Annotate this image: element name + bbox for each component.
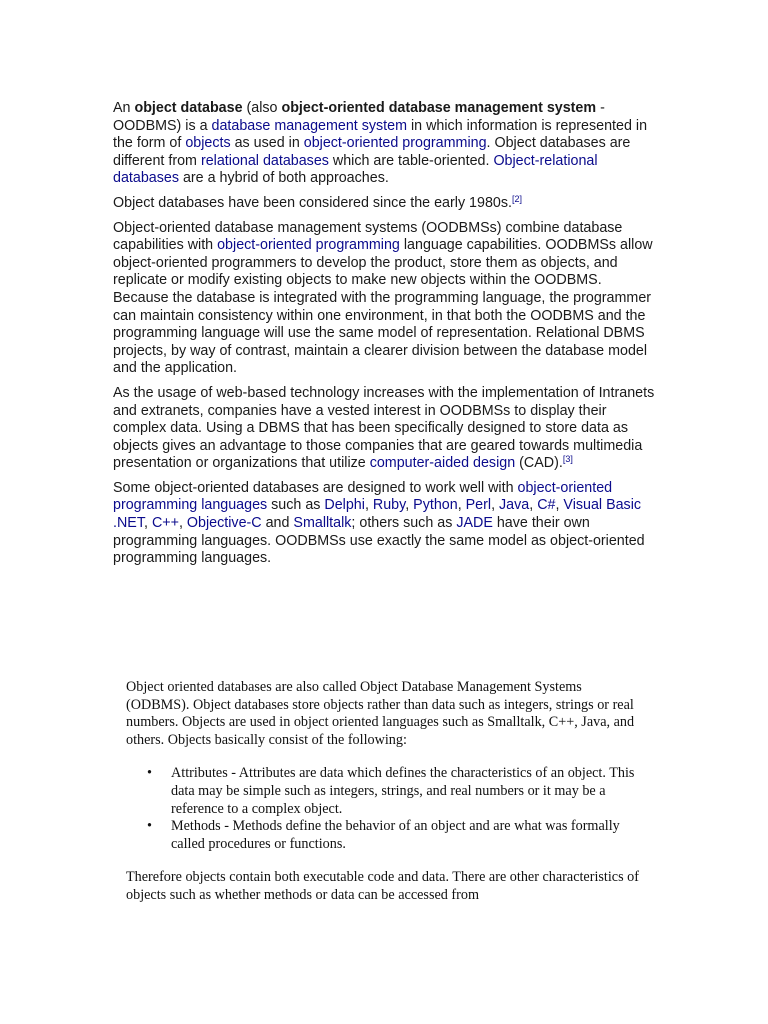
bullet-icon: • [147,765,152,782]
paragraph-languages [113,480,658,568]
text: Object-oriented database management systems (OODBMSs) combine database capabilities with [113,219,623,254]
link-object-oriented-programming[interactable]: object-oriented programming [303,135,487,152]
link-csharp[interactable]: C# [537,497,556,514]
text: (CAD). [515,455,563,472]
separator: , [178,515,187,532]
list-item [147,818,646,853]
list-item [147,765,646,818]
link-smalltalk[interactable]: Smalltalk [293,515,352,532]
separator: , [405,497,414,514]
bold-term: object database [134,100,243,116]
link-ruby[interactable]: Ruby [372,497,406,514]
text: such as [267,497,325,514]
paragraph-oodbms [113,220,658,378]
text: as used in [230,135,304,152]
wiki-excerpt [113,100,658,575]
link-java[interactable]: Java [499,497,530,514]
link-visual-basic-net[interactable]: Visual Basic .NET [113,497,642,532]
separator: , [143,515,152,532]
list-item-text: Attributes - Attributes are data which defines the characteristics of an object. This data may be simple such as integers, strings, and real numbers or it may be a reference to a complex object. [171,765,635,817]
separator: , [491,497,500,514]
bullet-icon: • [147,818,152,835]
text: ; others such as [351,515,457,532]
text: Object databases have been considered since the early 1980s. [113,194,512,211]
link-cplusplus[interactable]: C++ [151,515,179,532]
bold-term: object-oriented database management system [281,100,597,116]
link-database-management-system[interactable]: database management system [211,117,408,134]
separator: , [457,497,466,514]
separator: , [529,497,538,514]
text: Some object-oriented databases are designed to work well with [113,479,518,496]
paragraph-definition [113,100,658,188]
text: which are table-oriented. [328,152,494,169]
link-object-oriented-programming-languages[interactable]: object-oriented programming languages [113,479,613,514]
paragraph-web-usage [113,385,658,473]
link-computer-aided-design[interactable]: computer-aided design [369,455,516,472]
text: are a hybrid of both approaches. [178,170,389,187]
text: in which information is represented in the form of [113,117,648,152]
link-object-oriented-programming[interactable]: object-oriented programming [217,237,400,254]
separator: , [364,497,373,514]
text: . Object databases are different from [113,135,631,169]
text: An [113,100,135,116]
reference-link[interactable]: [2] [512,193,523,204]
text: have their own programming languages. OODBMSs use exactly the same model as object-oriented programming languages. [113,515,645,567]
paragraph-intro: Object oriented databases are also called Object Database Management Systems (ODBMS). Object databases store objects rather than data such as integers, strings or real numbers. Objects are used in object oriented languages such as Smalltalk, C++, Java, and others. Objects basically consist of the following: [126,679,635,748]
link-jade[interactable]: JADE [456,515,493,532]
link-delphi[interactable]: Delphi [324,497,365,514]
reference-link[interactable]: [3] [562,454,573,465]
separator: and [261,515,294,532]
text: - OODBMS) is a [113,100,605,134]
attribute-list [126,765,646,853]
paragraph-outro: Therefore objects contain both executable code and data. There are other characteristics of objects such as whether methods or data can be accessed from [126,869,639,903]
text: language capabilities. OODBMSs allow object-oriented programmers to develop the product, store them as objects, and replicate or modify existing objects to make new objects within the OODBMS. Because the database is integrated with the programming language, the programmer can maintain consistency within one environment, in that both the OODBMS and the programming language will use the same model of representation. Relational DBMS projects, by way of contrast, maintain a clearer division between the database model and the application. [113,237,653,377]
text: (also [242,100,282,116]
link-object-relational-databases[interactable]: Object-relational databases [113,152,598,187]
link-objects[interactable]: objects [185,135,231,152]
separator: , [555,497,564,514]
link-objective-c[interactable]: Objective-C [186,515,262,532]
list-item-text: Methods - Methods define the behavior of an object and are what was formally called procedures or functions. [171,818,620,852]
link-perl[interactable]: Perl [465,497,492,514]
link-relational-databases[interactable]: relational databases [200,152,329,169]
link-python[interactable]: Python [413,497,458,514]
text: As the usage of web-based technology increases with the implementation of Intranets and extranets, companies have a vested interest in OODBMSs to display their complex data. Using a DBMS that has been specifically designed to store data as objects gives an advantage to those companies that are geared towards multimedia presentation or organizations that utilize [113,384,655,472]
book-excerpt [126,679,646,905]
paragraph-history [113,195,658,213]
